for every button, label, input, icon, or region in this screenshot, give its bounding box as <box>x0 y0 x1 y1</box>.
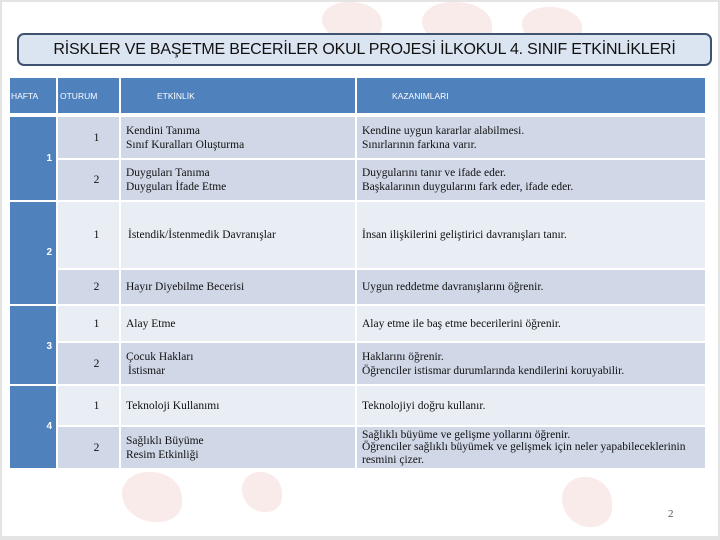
week-number: 2 <box>46 247 52 258</box>
page-title: RİSKLER VE BAŞETME BECERİLER OKUL PROJESİ İLKOKUL 4. SINIF ETKİNLİKLERİ <box>53 40 676 58</box>
header-session-label: OTURUM <box>60 90 98 101</box>
session-number: 2 <box>93 281 100 293</box>
outcome-line: Kendine uygun kararlar alabilmesi. <box>362 124 525 137</box>
header-session <box>58 78 119 113</box>
header-outcomes <box>357 78 705 113</box>
activity-line: Duyguları Tanıma <box>126 167 210 179</box>
title-banner <box>17 33 712 66</box>
header-week-label: HAFTA <box>11 90 39 101</box>
header-activity <box>121 78 355 113</box>
activity-line: Çocuk Hakları <box>126 350 194 363</box>
week-number: 1 <box>46 152 52 164</box>
session-cell <box>58 117 119 158</box>
week-number: 3 <box>46 341 52 352</box>
session-cell <box>58 160 119 200</box>
week-number: 4 <box>46 421 52 432</box>
outcome-line: Haklarını öğrenir. <box>362 350 444 363</box>
session-number: 1 <box>93 131 100 144</box>
header-outcomes-label: KAZANIMLARI <box>392 90 449 101</box>
week-cell <box>10 117 56 200</box>
outcome-line: Alay etme ile baş etme becerilerini öğrenir. <box>362 317 561 330</box>
watermark-decoration <box>122 472 182 522</box>
outcome-line: Öğrenciler istismar durumlarında kendilerini koruyabilir. <box>362 364 625 377</box>
session-cell <box>58 270 119 304</box>
activity-cell <box>121 427 355 468</box>
outcomes-cell <box>357 160 705 200</box>
outcomes-cell <box>357 117 705 158</box>
activity-line: Teknoloji Kullanımı <box>126 399 220 412</box>
outcomes-cell <box>357 343 705 384</box>
activity-cell <box>121 386 355 425</box>
session-cell <box>58 343 119 384</box>
session-cell <box>58 202 119 268</box>
outcomes-cell <box>357 270 705 304</box>
activity-line: Duyguları İfade Etme <box>126 181 227 193</box>
watermark-decoration <box>242 472 282 512</box>
session-number: 1 <box>93 399 100 412</box>
page-number: 2 <box>668 508 674 520</box>
activity-cell <box>121 343 355 384</box>
activity-cell <box>121 117 355 158</box>
outcomes-cell <box>357 386 705 425</box>
outcome-line: Uygun reddetme davranışlarını öğrenir. <box>362 281 544 293</box>
activity-cell <box>121 160 355 200</box>
outcome-line: İnsan ilişkilerini geliştirici davranışları tanır. <box>362 229 567 241</box>
activity-line: Kendini Tanıma <box>126 124 201 137</box>
outcome-line: Öğrenciler sağlıklı büyümek ve gelişmek için neler yapabileceklerinin resmini çizer. <box>362 441 686 466</box>
activity-cell <box>121 202 355 268</box>
session-number: 1 <box>93 317 100 330</box>
outcomes-cell <box>357 427 705 468</box>
session-cell <box>58 306 119 341</box>
activity-line: Sağlıklı Büyüme <box>126 434 204 447</box>
session-number: 1 <box>93 229 100 241</box>
activity-line: Hayır Diyebilme Becerisi <box>126 281 245 293</box>
session-cell <box>58 427 119 468</box>
activity-line: Sınıf Kuralları Oluşturma <box>126 138 245 151</box>
outcome-line: Duygularını tanır ve ifade eder. <box>362 167 507 179</box>
activity-line: Resim Etkinliği <box>126 448 199 461</box>
header-week <box>10 78 56 113</box>
outcome-line: Teknolojiyi doğru kullanır. <box>362 399 486 412</box>
week-cell <box>10 306 56 384</box>
week-cell <box>10 202 56 304</box>
activity-cell <box>121 270 355 304</box>
outcomes-cell <box>357 202 705 268</box>
activity-line: İstendik/İstenmedik Davranışlar <box>128 229 276 241</box>
week-cell <box>10 386 56 468</box>
watermark-decoration <box>562 477 612 527</box>
outcomes-cell <box>357 306 705 341</box>
header-activity-label: ETKİNLİK <box>157 90 195 101</box>
outcome-line: Başkalarının duygularını fark eder, ifade eder. <box>362 181 574 193</box>
outcome-line: Sağlıklı büyüme ve gelişme yollarını öğrenir. <box>362 428 571 441</box>
session-number: 2 <box>93 174 100 186</box>
session-number: 2 <box>93 357 100 370</box>
activity-line: Alay Etme <box>126 317 176 330</box>
session-number: 2 <box>93 441 100 454</box>
activity-line: İstismar <box>128 364 166 377</box>
session-cell <box>58 386 119 425</box>
outcome-line: Sınırlarının farkına varır. <box>362 138 477 151</box>
activity-cell <box>121 306 355 341</box>
